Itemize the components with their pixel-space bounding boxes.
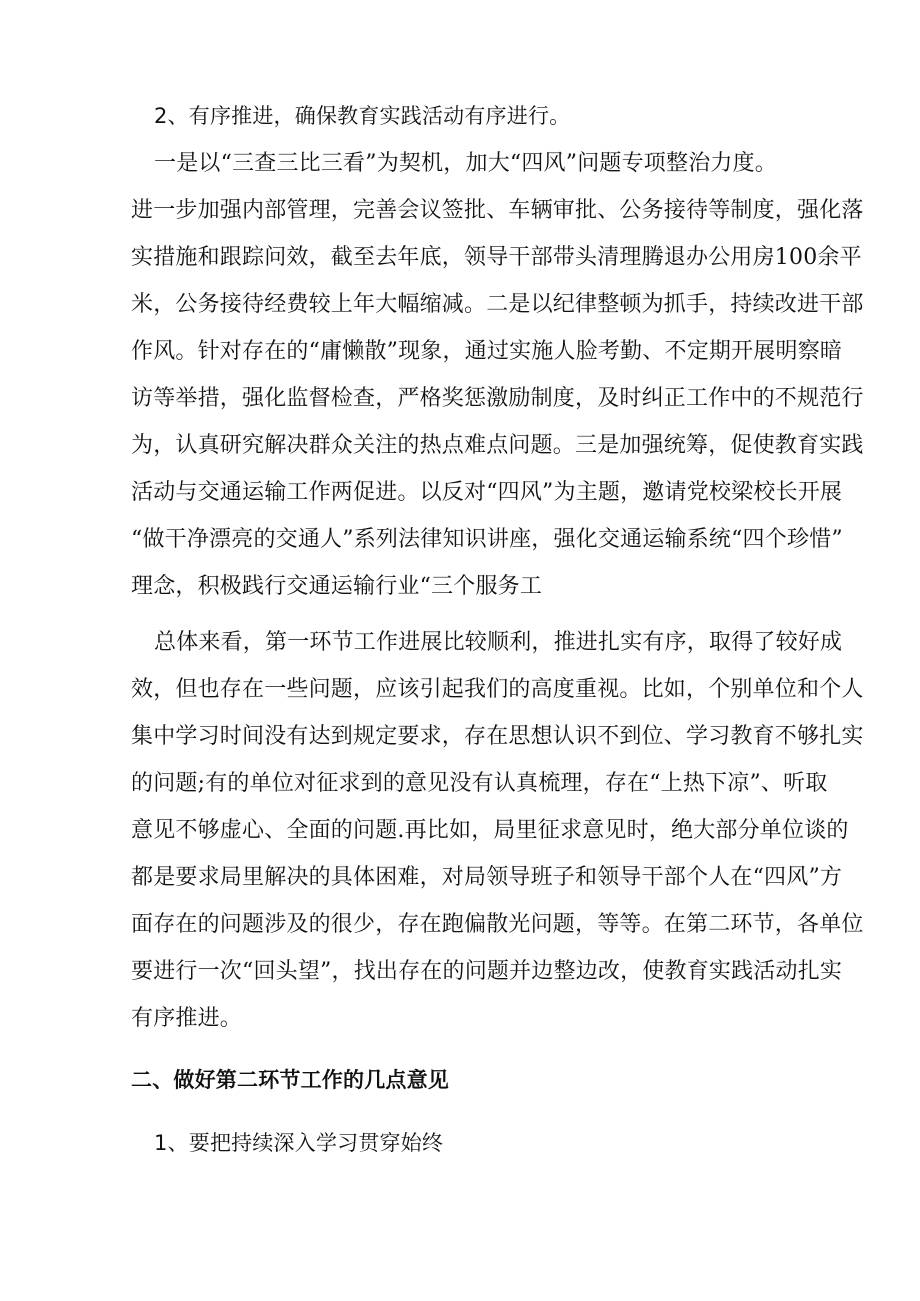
- paragraph-line: 活动与交通运输工作两促进。以反对“四风”为主题，邀请党校梁校长开展: [131, 480, 843, 505]
- paragraph-line: 米，公务接待经费较上年大幅缩减。二是以纪律整顿为抓手，持续改进干部: [131, 292, 864, 317]
- paragraph-line: 效，但也存在一些问题，应该引起我们的高度重视。比如，个别单位和个人: [131, 677, 864, 702]
- paragraph-line: 作风。针对存在的“庸懒散”现象，通过实施人脸考勤、不定期开展明察暗: [131, 339, 843, 364]
- subheading-continuous-study: 1、要把持续深入学习贯穿始终: [154, 1131, 444, 1155]
- paragraph-line: 要进行一次“回头望”，找出存在的问题并边整边改，使教育实践活动扎实: [131, 959, 843, 984]
- paragraph-line: 一是以“三查三比三看”为契机，加大“四风”问题专项整治力度。: [154, 151, 777, 176]
- paragraph-line: 集中学习时间没有达到规定要求，存在思想认识不到位、学习教育不够扎实: [131, 724, 864, 749]
- subheading-orderly-progress: 2、有序推进，确保教育实践活动有序进行。: [154, 104, 571, 128]
- paragraph-line: “做干净漂亮的交通人”系列法律知识讲座，强化交通运输系统“四个珍惜”: [131, 527, 843, 552]
- paragraph-line: 为，认真研究解决群众关注的热点难点问题。三是加强统筹，促使教育实践: [131, 433, 864, 458]
- paragraph-line: 进一步加强内部管理，完善会议签批、车辆审批、公务接待等制度，强化落: [131, 198, 864, 223]
- paragraph-line: 意见不够虚心、全面的问题.再比如，局里征求意见时，绝大部分单位谈的: [131, 818, 849, 843]
- section-heading-second-stage: 二、做好第二环节工作的几点意见: [131, 1068, 449, 1092]
- paragraph-line: 访等举措，强化监督检查，严格奖惩激励制度，及时纠正工作中的不规范行: [131, 386, 864, 411]
- paragraph-line: 总体来看，第一环节工作进展比较顺利，推进扎实有序，取得了较好成: [154, 630, 843, 655]
- paragraph-line: 理念，积极践行交通运输行业“三个服务工: [131, 574, 543, 599]
- paragraph-line: 有序推进。: [131, 1006, 243, 1031]
- paragraph-line: 都是要求局里解决的具体困难，对局领导班子和领导干部个人在“四风”方: [131, 865, 843, 890]
- paragraph-line: 实措施和跟踪问效，截至去年底，领导干部带头清理腾退办公用房100余平: [131, 245, 862, 270]
- paragraph-line: 面存在的问题涉及的很少，存在跑偏散光问题，等等。在第二环节，各单位: [131, 912, 864, 937]
- paragraph-line: 的问题;有的单位对征求到的意见没有认真梳理，存在“上热下凉”、听取: [131, 771, 828, 796]
